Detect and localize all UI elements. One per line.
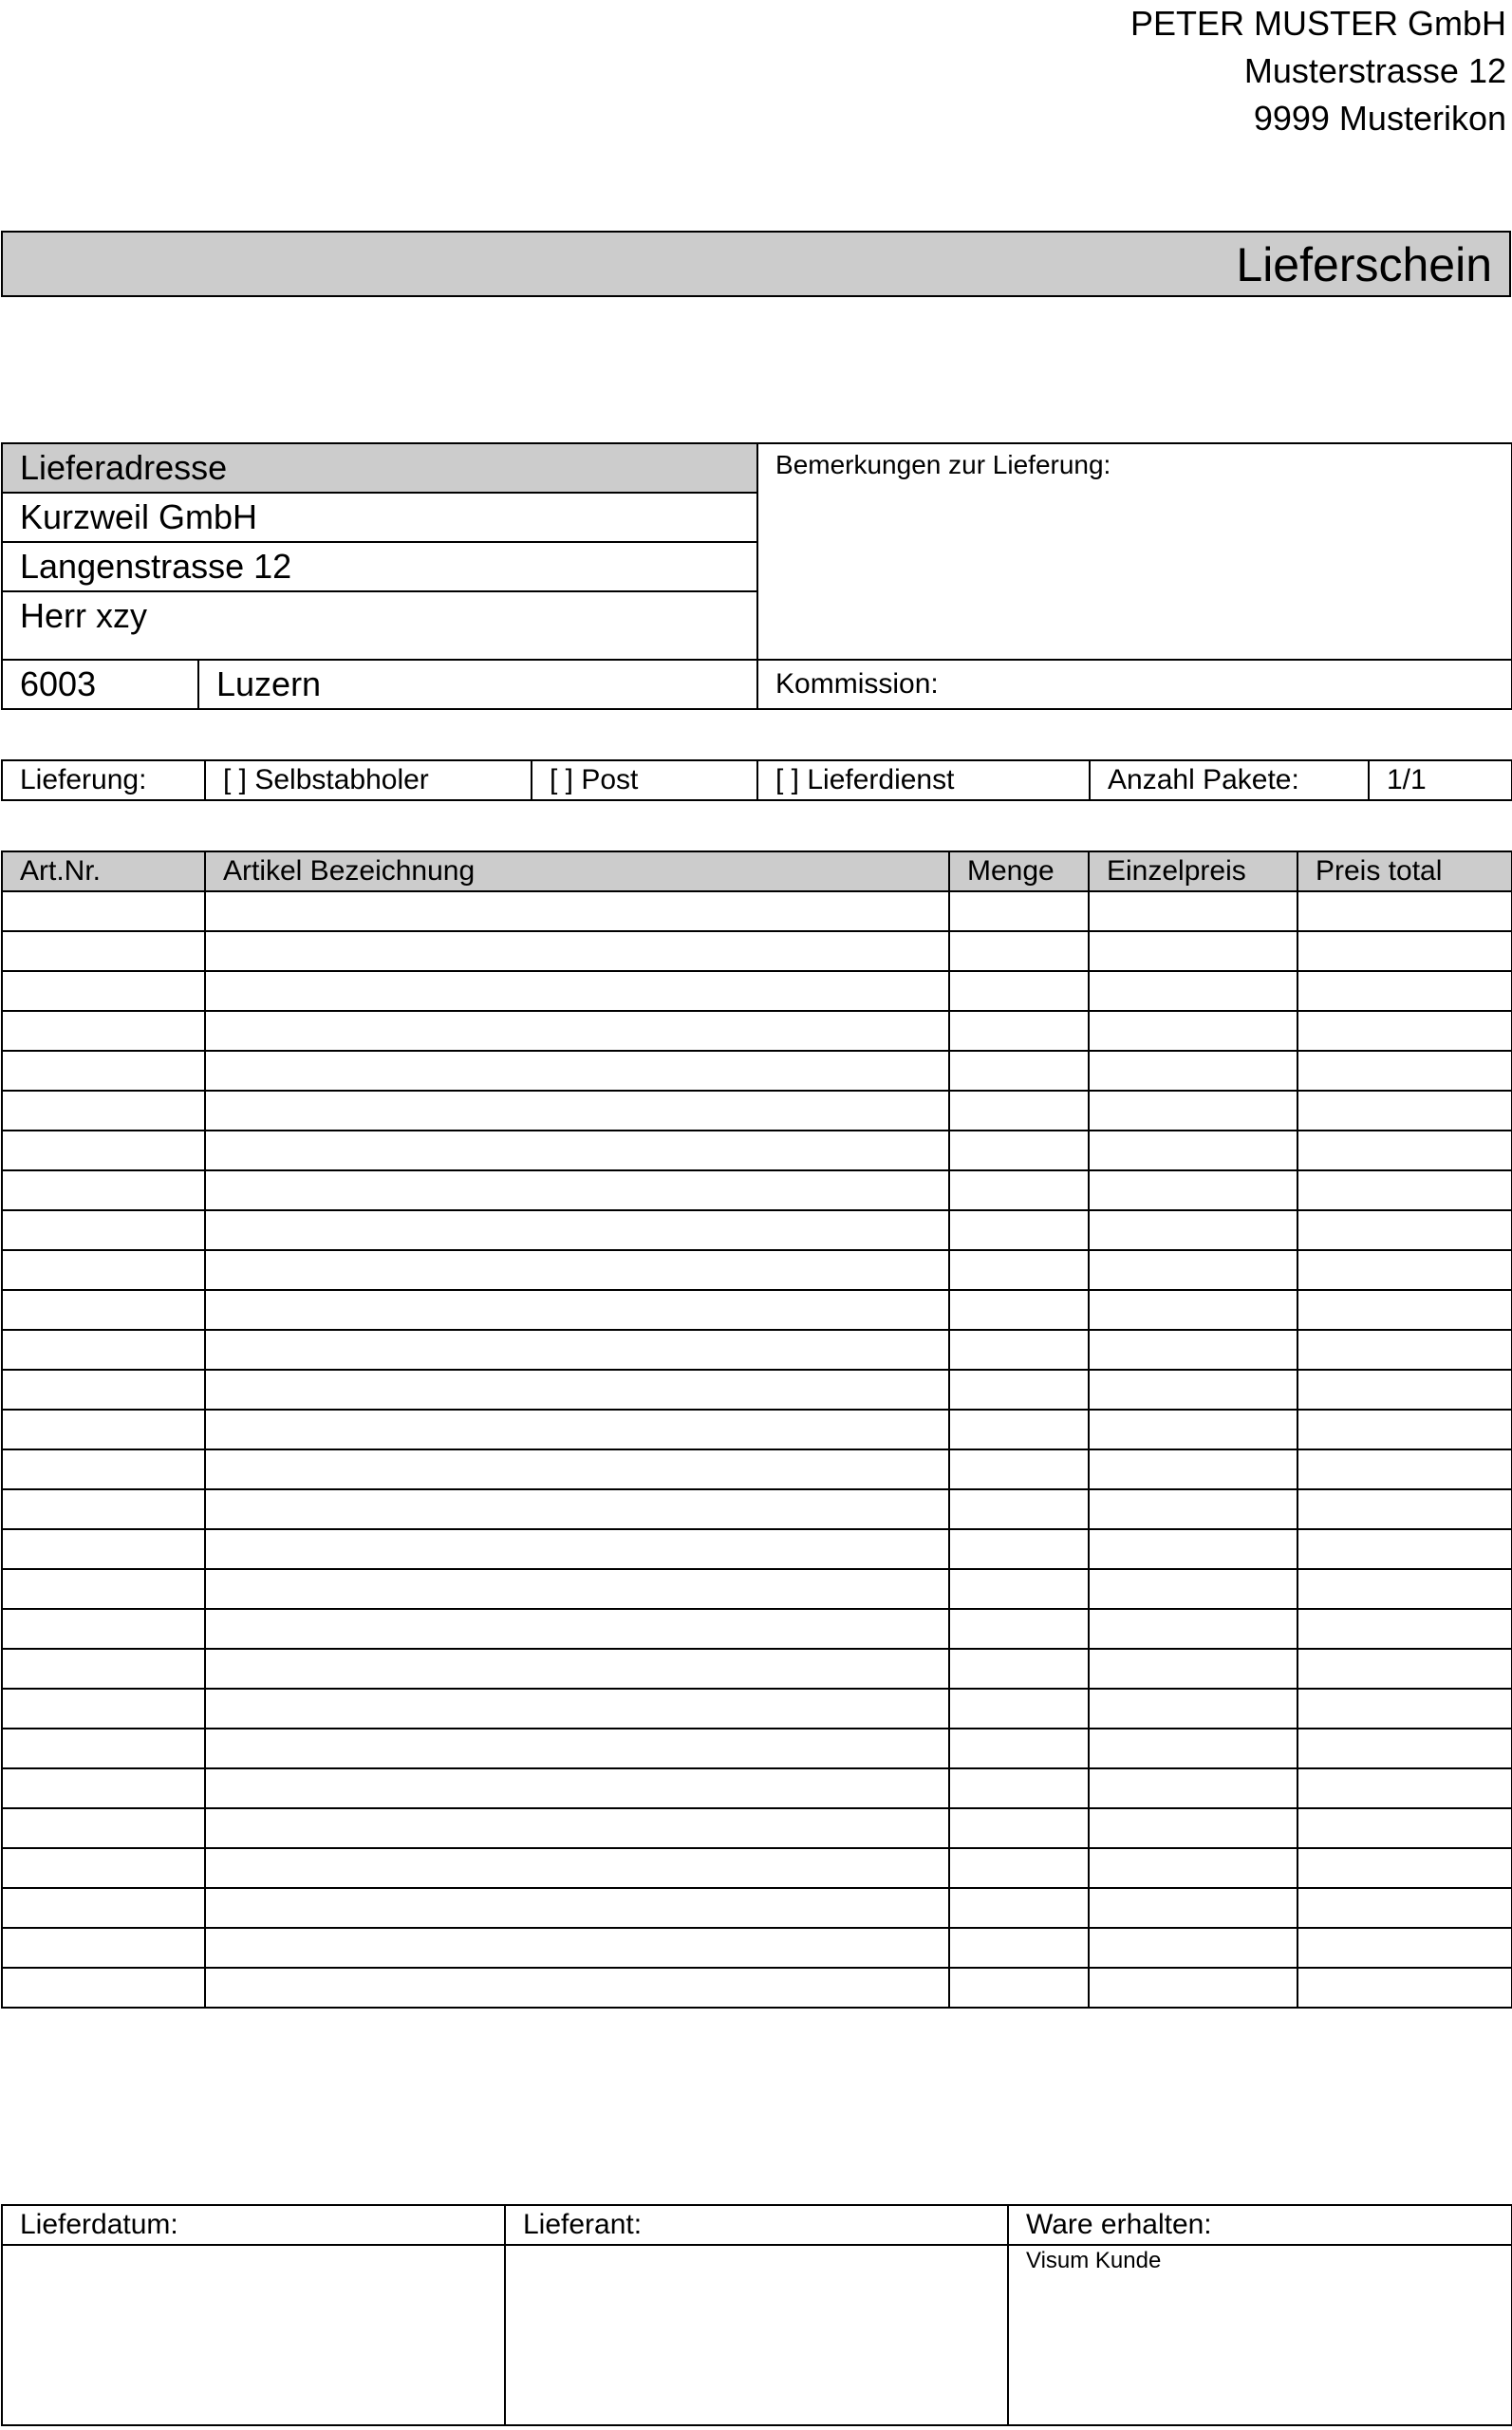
unit-price-cell[interactable] — [1089, 1729, 1297, 1768]
company-street: Musterstrasse 12 — [1243, 51, 1506, 90]
article-description-cell[interactable] — [205, 1410, 949, 1449]
quantity-cell[interactable] — [949, 1489, 1089, 1529]
address-company[interactable]: Kurzweil GmbH — [2, 493, 757, 542]
article-description-cell[interactable] — [205, 1330, 949, 1370]
col-unit-price: Einzelpreis — [1089, 851, 1297, 891]
table-row — [2, 1210, 1512, 1250]
unit-price-cell[interactable] — [1089, 1250, 1297, 1290]
unit-price-cell[interactable] — [1089, 1489, 1297, 1529]
total-price-cell[interactable] — [1297, 1131, 1512, 1170]
article-number-cell[interactable] — [2, 1091, 205, 1131]
article-number-cell[interactable] — [2, 1928, 205, 1968]
table-row — [2, 1091, 1512, 1131]
article-description-cell[interactable] — [205, 1649, 949, 1689]
article-number-cell[interactable] — [2, 1290, 205, 1330]
quantity-cell[interactable] — [949, 1968, 1089, 2008]
total-price-cell[interactable] — [1297, 1968, 1512, 2008]
quantity-cell[interactable] — [949, 1210, 1089, 1250]
table-row — [2, 1848, 1512, 1888]
table-row — [2, 1170, 1512, 1210]
quantity-cell[interactable] — [949, 1370, 1089, 1410]
unit-price-cell[interactable] — [1089, 1888, 1297, 1928]
total-price-cell[interactable] — [1297, 1210, 1512, 1250]
quantity-cell[interactable] — [949, 1609, 1089, 1649]
article-number-cell[interactable] — [2, 1330, 205, 1370]
quantity-cell[interactable] — [949, 1011, 1089, 1051]
article-description-cell[interactable] — [205, 1569, 949, 1609]
unit-price-cell[interactable] — [1089, 1370, 1297, 1410]
total-price-cell[interactable] — [1297, 1768, 1512, 1808]
article-description-cell[interactable] — [205, 1131, 949, 1170]
col-article-description: Artikel Bezeichnung — [205, 851, 949, 891]
quantity-cell[interactable] — [949, 1768, 1089, 1808]
delivery-label: Lieferung: — [2, 760, 205, 800]
quantity-cell[interactable] — [949, 1928, 1089, 1968]
table-row — [2, 1410, 1512, 1449]
document-title: Lieferschein — [1236, 238, 1492, 291]
unit-price-cell[interactable] — [1089, 1649, 1297, 1689]
table-row — [2, 1011, 1512, 1051]
table-row — [2, 1729, 1512, 1768]
total-price-cell[interactable] — [1297, 1649, 1512, 1689]
total-price-cell[interactable] — [1297, 1051, 1512, 1091]
article-description-cell[interactable] — [205, 1210, 949, 1250]
col-total-price: Preis total — [1297, 851, 1512, 891]
items-body — [2, 891, 1512, 2008]
unit-price-cell[interactable] — [1089, 1210, 1297, 1250]
received-label: Ware erhalten: — [1008, 2205, 1512, 2245]
address-block — [1, 442, 1512, 710]
table-row — [2, 1489, 1512, 1529]
article-description-cell[interactable] — [205, 1968, 949, 2008]
address-header: Lieferadresse — [2, 443, 757, 493]
table-row — [2, 1370, 1512, 1410]
total-price-cell[interactable] — [1297, 1808, 1512, 1848]
total-price-cell[interactable] — [1297, 1888, 1512, 1928]
quantity-cell[interactable] — [949, 1051, 1089, 1091]
table-row — [2, 1968, 1512, 2008]
unit-price-cell[interactable] — [1089, 1011, 1297, 1051]
article-number-cell[interactable] — [2, 931, 205, 971]
total-price-cell[interactable] — [1297, 1290, 1512, 1330]
article-description-cell[interactable] — [205, 1609, 949, 1649]
article-description-cell[interactable] — [205, 1370, 949, 1410]
table-row — [2, 1888, 1512, 1928]
article-number-cell[interactable] — [2, 1649, 205, 1689]
table-row — [2, 1569, 1512, 1609]
total-price-cell[interactable] — [1297, 1609, 1512, 1649]
article-description-cell[interactable] — [205, 1768, 949, 1808]
remarks-field[interactable] — [757, 443, 1512, 660]
table-row — [2, 1808, 1512, 1848]
commission-field[interactable] — [757, 660, 1512, 709]
article-description-cell[interactable] — [205, 1011, 949, 1051]
quantity-cell[interactable] — [949, 1091, 1089, 1131]
article-description-cell[interactable] — [205, 1529, 949, 1569]
article-number-cell[interactable] — [2, 1370, 205, 1410]
article-description-cell[interactable] — [205, 1928, 949, 1968]
article-number-cell[interactable] — [2, 891, 205, 931]
table-row — [2, 1131, 1512, 1170]
quantity-cell[interactable] — [949, 1410, 1089, 1449]
total-price-cell[interactable] — [1297, 1449, 1512, 1489]
article-description-cell[interactable] — [205, 1449, 949, 1489]
total-price-cell[interactable] — [1297, 1729, 1512, 1768]
remarks-label: Bemerkungen zur Lieferung: — [775, 450, 1111, 479]
total-price-cell[interactable] — [1297, 1330, 1512, 1370]
company-header — [1130, 0, 1506, 142]
col-quantity: Menge — [949, 851, 1089, 891]
quantity-cell[interactable] — [949, 1529, 1089, 1569]
table-row — [2, 1290, 1512, 1330]
unit-price-cell[interactable] — [1089, 1051, 1297, 1091]
quantity-cell[interactable] — [949, 891, 1089, 931]
quantity-cell[interactable] — [949, 1569, 1089, 1609]
article-description-cell[interactable] — [205, 1489, 949, 1529]
article-number-cell[interactable] — [2, 1410, 205, 1449]
quantity-cell[interactable] — [949, 1729, 1089, 1768]
visum-label: Visum Kunde — [1026, 2248, 1162, 2273]
quantity-cell[interactable] — [949, 1848, 1089, 1888]
packages-value[interactable]: 1/1 — [1369, 760, 1512, 800]
article-number-cell[interactable] — [2, 1968, 205, 2008]
table-row — [2, 971, 1512, 1011]
article-number-cell[interactable] — [2, 1011, 205, 1051]
article-number-cell[interactable] — [2, 1449, 205, 1489]
table-row — [2, 1330, 1512, 1370]
quantity-cell[interactable] — [949, 931, 1089, 971]
unit-price-cell[interactable] — [1089, 1808, 1297, 1848]
total-price-cell[interactable] — [1297, 891, 1512, 931]
quantity-cell[interactable] — [949, 1290, 1089, 1330]
quantity-cell[interactable] — [949, 1449, 1089, 1489]
unit-price-cell[interactable] — [1089, 891, 1297, 931]
unit-price-cell[interactable] — [1089, 1968, 1297, 2008]
option-pickup[interactable]: [ ] Selbstabholer — [205, 760, 532, 800]
table-row — [2, 1609, 1512, 1649]
option-courier[interactable]: [ ] Lieferdienst — [757, 760, 1090, 800]
article-number-cell[interactable] — [2, 1848, 205, 1888]
supplier-label: Lieferant: — [505, 2205, 1008, 2245]
quantity-cell[interactable] — [949, 1170, 1089, 1210]
table-row — [2, 931, 1512, 971]
article-description-cell[interactable] — [205, 1170, 949, 1210]
total-price-cell[interactable] — [1297, 1928, 1512, 1968]
unit-price-cell[interactable] — [1089, 1410, 1297, 1449]
article-number-cell[interactable] — [2, 1051, 205, 1091]
total-price-cell[interactable] — [1297, 1370, 1512, 1410]
article-number-cell[interactable] — [2, 1489, 205, 1529]
article-description-cell[interactable] — [205, 1888, 949, 1928]
address-zip[interactable]: 6003 — [2, 660, 198, 709]
company-city: 9999 Musterikon — [1253, 99, 1506, 138]
table-row — [2, 1529, 1512, 1569]
unit-price-cell[interactable] — [1089, 1768, 1297, 1808]
unit-price-cell[interactable] — [1089, 1848, 1297, 1888]
delivery-date-label: Lieferdatum: — [2, 2205, 505, 2245]
article-number-cell[interactable] — [2, 1250, 205, 1290]
article-description-cell[interactable] — [205, 1091, 949, 1131]
col-article-number: Art.Nr. — [2, 851, 205, 891]
unit-price-cell[interactable] — [1089, 971, 1297, 1011]
address-street[interactable]: Langenstrasse 12 — [2, 542, 757, 591]
footer-block — [1, 2204, 1512, 2426]
article-description-cell[interactable] — [205, 1689, 949, 1729]
quantity-cell[interactable] — [949, 1689, 1089, 1729]
quantity-cell[interactable] — [949, 1250, 1089, 1290]
table-row — [2, 1928, 1512, 1968]
article-description-cell[interactable] — [205, 1808, 949, 1848]
unit-price-cell[interactable] — [1089, 1689, 1297, 1729]
article-description-cell[interactable] — [205, 1290, 949, 1330]
total-price-cell[interactable] — [1297, 1091, 1512, 1131]
article-number-cell[interactable] — [2, 1569, 205, 1609]
quantity-cell[interactable] — [949, 1330, 1089, 1370]
quantity-cell[interactable] — [949, 1649, 1089, 1689]
article-number-cell[interactable] — [2, 1529, 205, 1569]
total-price-cell[interactable] — [1297, 1170, 1512, 1210]
items-table — [1, 850, 1512, 2009]
customer-signature-field[interactable] — [1008, 2245, 1512, 2425]
unit-price-cell[interactable] — [1089, 1131, 1297, 1170]
delivery-options — [1, 759, 1512, 801]
title-bar — [1, 231, 1511, 297]
unit-price-cell[interactable] — [1089, 1449, 1297, 1489]
total-price-cell[interactable] — [1297, 1848, 1512, 1888]
article-number-cell[interactable] — [2, 1768, 205, 1808]
unit-price-cell[interactable] — [1089, 931, 1297, 971]
quantity-cell[interactable] — [949, 971, 1089, 1011]
table-row — [2, 1051, 1512, 1091]
items-header-row — [2, 851, 1512, 891]
article-description-cell[interactable] — [205, 1250, 949, 1290]
packages-label: Anzahl Pakete: — [1090, 760, 1369, 800]
total-price-cell[interactable] — [1297, 1250, 1512, 1290]
address-contact[interactable]: Herr xzy — [2, 591, 757, 660]
total-price-cell[interactable] — [1297, 1689, 1512, 1729]
total-price-cell[interactable] — [1297, 1569, 1512, 1609]
article-number-cell[interactable] — [2, 1131, 205, 1170]
supplier-field[interactable] — [505, 2245, 1008, 2425]
article-number-cell[interactable] — [2, 971, 205, 1011]
article-number-cell[interactable] — [2, 1808, 205, 1848]
option-post[interactable]: [ ] Post — [532, 760, 757, 800]
commission-label: Kommission: — [775, 668, 939, 700]
total-price-cell[interactable] — [1297, 931, 1512, 971]
total-price-cell[interactable] — [1297, 971, 1512, 1011]
unit-price-cell[interactable] — [1089, 1609, 1297, 1649]
table-row — [2, 1649, 1512, 1689]
company-name: PETER MUSTER GmbH — [1129, 4, 1506, 43]
article-number-cell[interactable] — [2, 1689, 205, 1729]
article-number-cell[interactable] — [2, 1888, 205, 1928]
unit-price-cell[interactable] — [1089, 1529, 1297, 1569]
article-number-cell[interactable] — [2, 1729, 205, 1768]
quantity-cell[interactable] — [949, 1131, 1089, 1170]
total-price-cell[interactable] — [1297, 1410, 1512, 1449]
article-description-cell[interactable] — [205, 971, 949, 1011]
table-row — [2, 1449, 1512, 1489]
table-row — [2, 1250, 1512, 1290]
quantity-cell[interactable] — [949, 1888, 1089, 1928]
article-description-cell[interactable] — [205, 1848, 949, 1888]
article-number-cell[interactable] — [2, 1609, 205, 1649]
delivery-date-field[interactable] — [2, 2245, 505, 2425]
unit-price-cell[interactable] — [1089, 1170, 1297, 1210]
table-row — [2, 891, 1512, 931]
article-number-cell[interactable] — [2, 1170, 205, 1210]
total-price-cell[interactable] — [1297, 1529, 1512, 1569]
unit-price-cell[interactable] — [1089, 1290, 1297, 1330]
unit-price-cell[interactable] — [1089, 1330, 1297, 1370]
quantity-cell[interactable] — [949, 1808, 1089, 1848]
table-row — [2, 1768, 1512, 1808]
unit-price-cell[interactable] — [1089, 1928, 1297, 1968]
unit-price-cell[interactable] — [1089, 1091, 1297, 1131]
article-description-cell[interactable] — [205, 1051, 949, 1091]
total-price-cell[interactable] — [1297, 1489, 1512, 1529]
table-row — [2, 1689, 1512, 1729]
article-description-cell[interactable] — [205, 891, 949, 931]
total-price-cell[interactable] — [1297, 1011, 1512, 1051]
article-number-cell[interactable] — [2, 1210, 205, 1250]
unit-price-cell[interactable] — [1089, 1569, 1297, 1609]
address-city[interactable]: Luzern — [198, 660, 757, 709]
article-description-cell[interactable] — [205, 931, 949, 971]
article-description-cell[interactable] — [205, 1729, 949, 1768]
